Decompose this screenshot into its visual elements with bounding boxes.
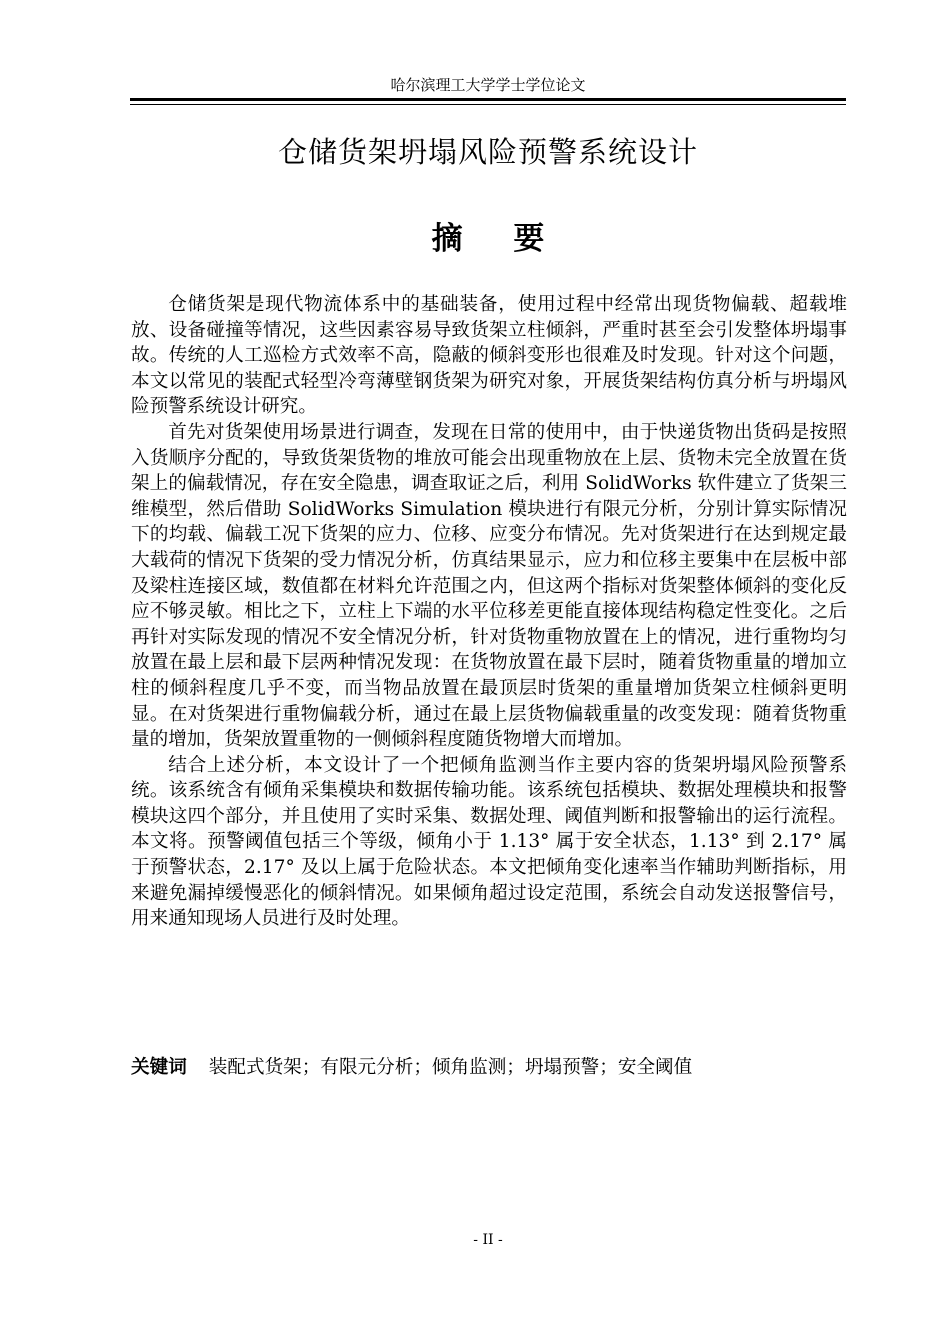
keywords-line (131, 1054, 847, 1082)
header-rule-thin (130, 104, 846, 105)
page-number: - II - (473, 1232, 503, 1248)
abstract-paragraph-1: 仓储货架是现代物流体系中的基础装备，使用过程中经常出现货物偏载、超载堆放、设备碰撞等情况，这些因素容易导致货架立柱倾斜，严重时甚至会引发整体坍塌事故。传统的人工巡检方式效率不高，隐蔽的倾斜变形也很难及时发现。针对这个问题，本文以常见的装配式轻型冷弯薄壁钢货架为研究对象，开展货架结构仿真分析与坍塌风险预警系统设计研究。 (131, 294, 847, 418)
running-header: 哈尔滨理工大学学士学位论文 (390, 76, 586, 94)
keywords-text: 装配式货架；有限元分析；倾角监测；坍塌预警；安全阈值 (208, 1057, 693, 1078)
abstract-heading: 摘 要 (431, 221, 565, 257)
thesis-title: 仓储货架坍塌风险预警系统设计 (277, 135, 698, 169)
abstract-paragraph-2: 首先对货架使用场景进行调查，发现在日常的使用中，由于快递货物出货码是按照入货顺序分配的，导致货架货物的堆放可能会出现重物放在上层、货物未完全放置在货架上的偏载情况，存在安全隐患，调查取证之后，利用 SolidWorks 软件建立了货架三维模型，然后借助 SolidWorks Simulation 模块进行有限元分析，分别计算实际情况下的均载、偏载工况下货架的应力、位移、应变分布情况。先对货架进行在达到规定最大载荷的情况下货架的受力情况分析，仿真结果显示，应力和位移主要集中在层板中部及梁柱连接区域，数值都在材料允许范围之内，但这两个指标对货架整体倾斜的变化反应不够灵敏。相比之下，立柱上下端的水平位移差更能直接体现结构稳定性变化。之后再针对实际发现的情况不安全情况分析，针对货物重物放置在上的情况，进行重物均匀放置在最上层和最下层两种情况发现：在货物放置在最下层时，随着货物重量的增加立柱的倾斜程度几乎不变，而当物品放置在最顶层时货架的重量增加货架立柱倾斜更明显。在对货架进行重物偏载分析，通过在最上层货物偏载重量的改变发现：随着货物重量的增加，货架放置重物的一侧倾斜程度随货物增大而增加。 (131, 421, 847, 751)
abstract-paragraph-3: 结合上述分析，本文设计了一个把倾角监测当作主要内容的货架坍塌风险预警系统。该系统含有倾角采集模块和数据传输功能。该系统包括模块、数据处理模块和报警模块这四个部分，并且使用了实时采集、数据处理、阈值判断和报警输出的运行流程。本文将。预警阈值包括三个等级，倾角小于 1.13° 属于安全状态，1.13° 到 2.17° 属于预警状态，2.17° 及以上属于危险状态。本文把倾角变化速率当作辅助判断指标，用来避免漏掉缓慢恶化的倾斜情况。如果倾角超过设定范围，系统会自动发送报警信号，用来通知现场人员进行及时处理。 (131, 754, 847, 930)
header-rule-thick (130, 98, 846, 101)
abstract-body (131, 292, 847, 932)
keywords-label: 关键词 (131, 1057, 187, 1078)
